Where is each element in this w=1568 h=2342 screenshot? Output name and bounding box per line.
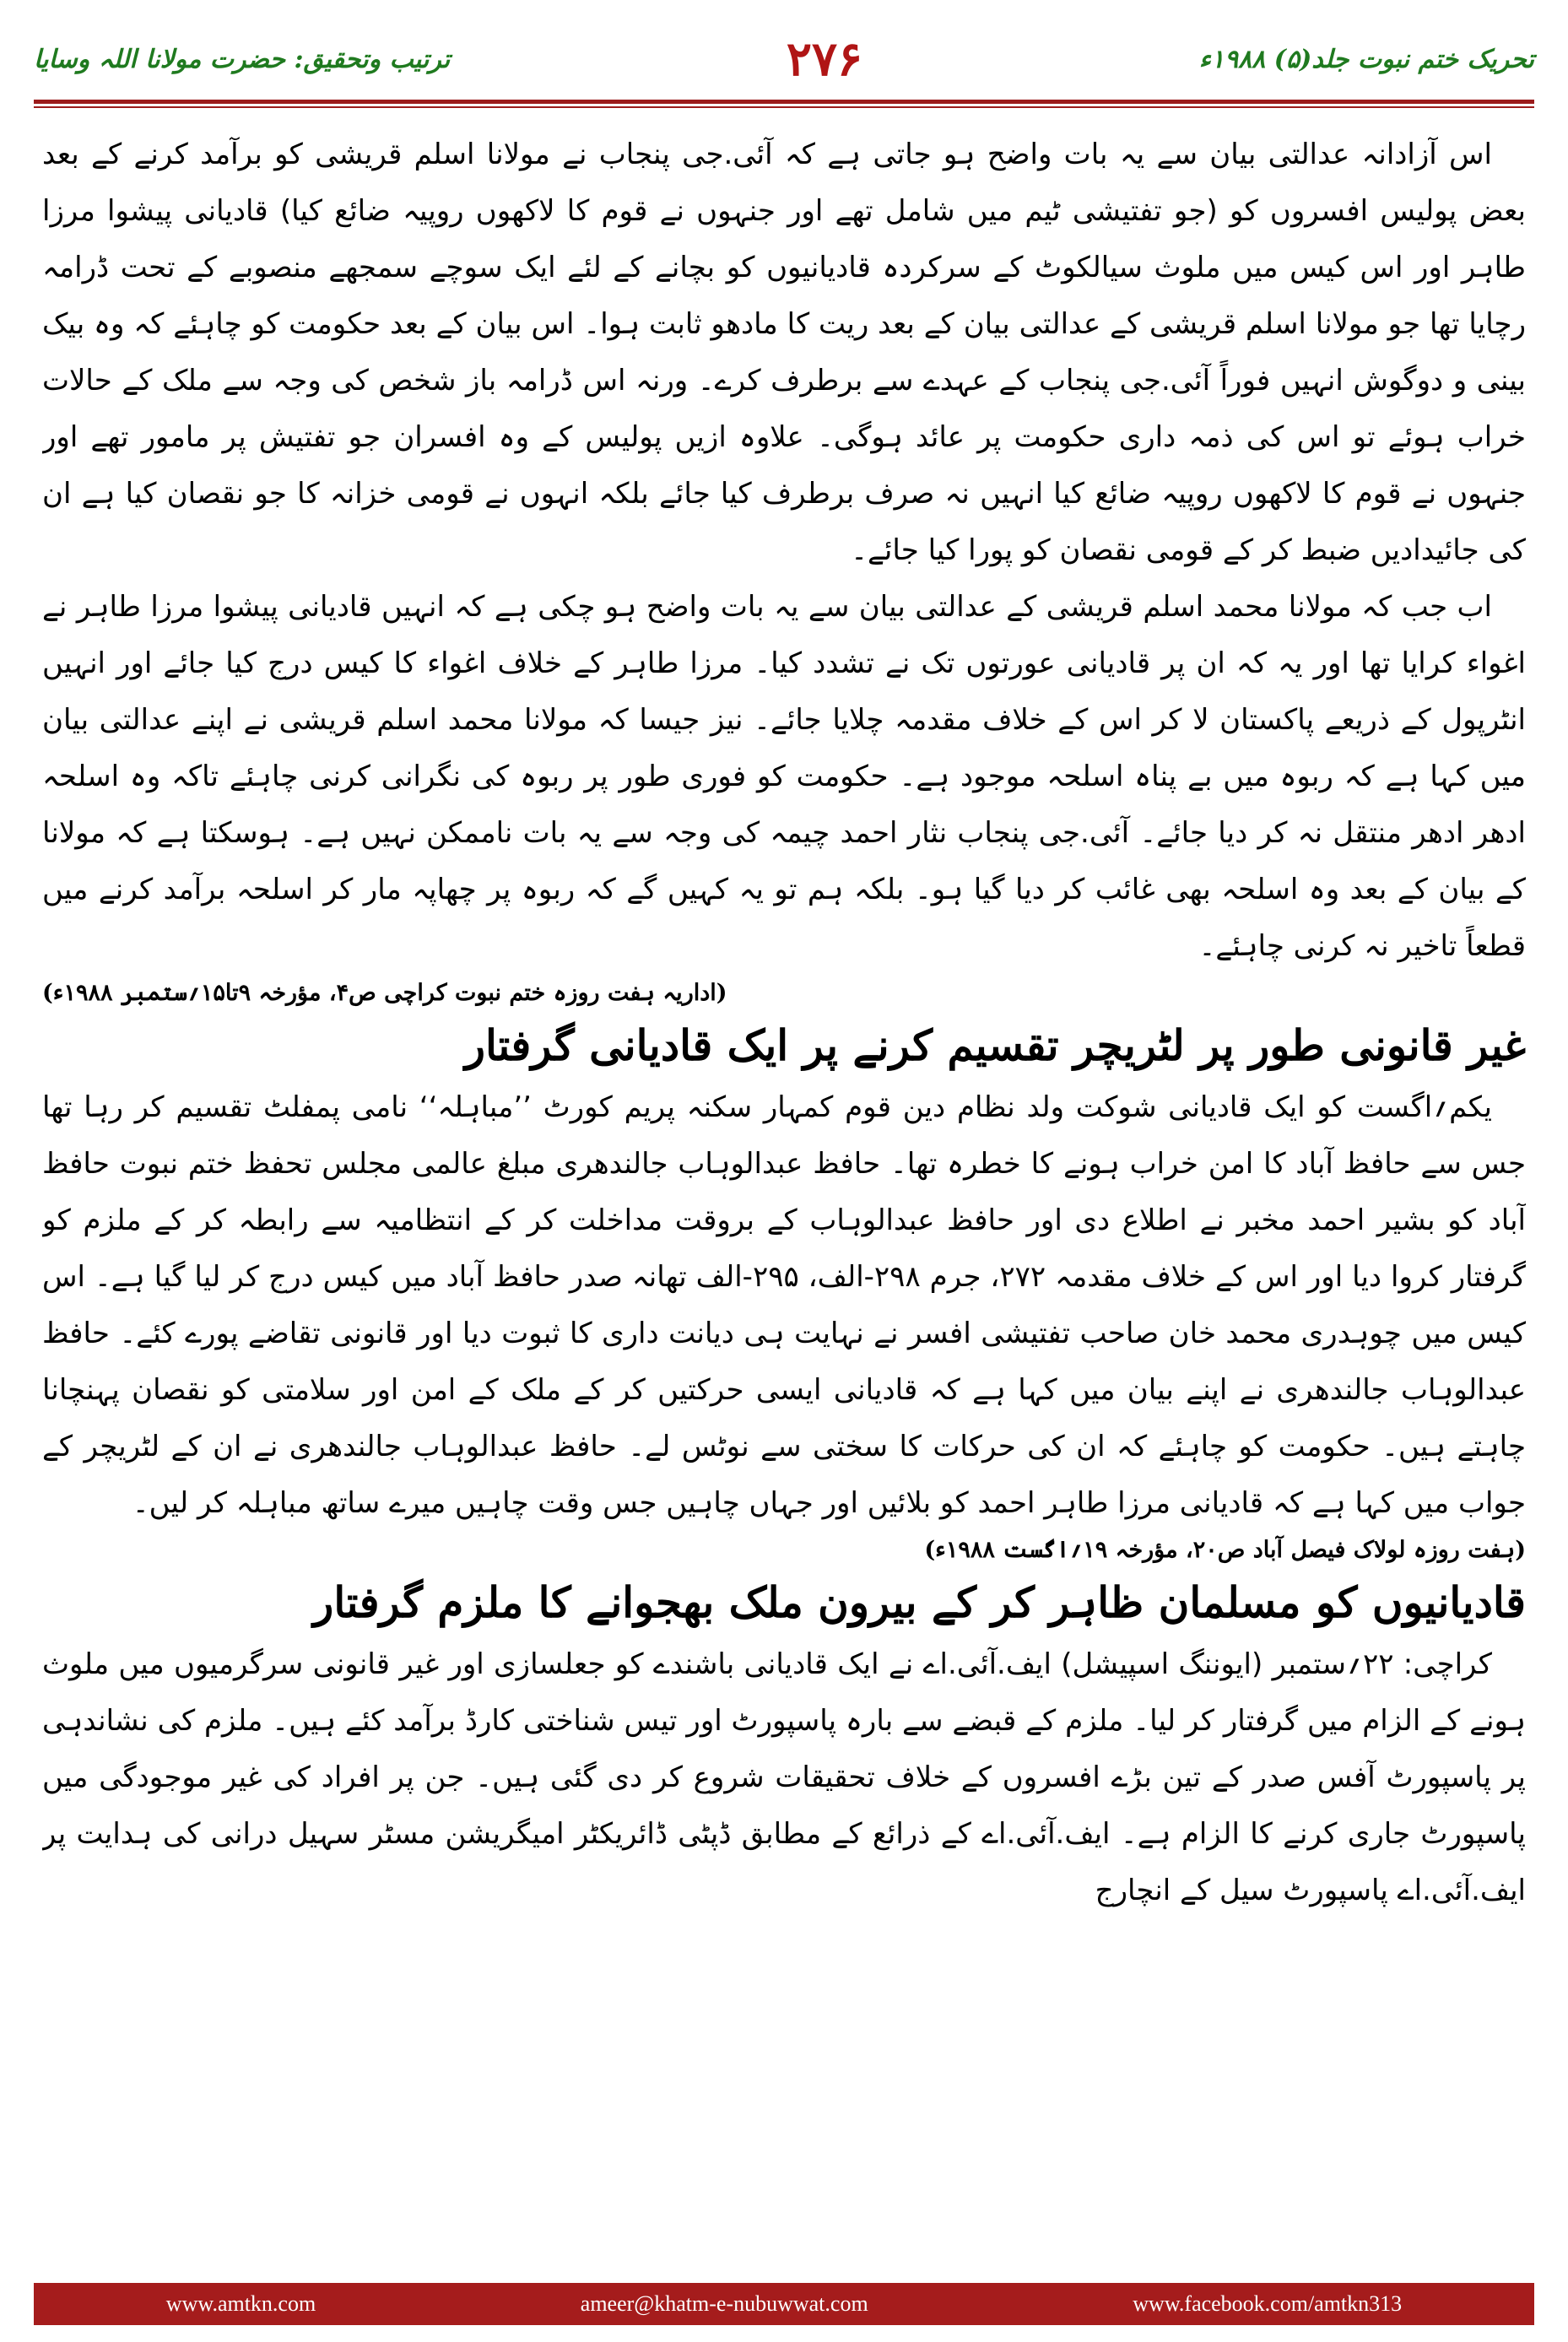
page-number: ۲۷۶ — [786, 31, 863, 87]
article3-body: کراچی: ۲۲؍ستمبر (ایوننگ اسپیشل) ایف.آئی.اے نے ایک قادیانی باشندے کو جعلسازی اور غیر قانونی سرگرمیوں میں ملوث ہونے کے الزام میں گرفتار کر لیا۔ ملزم کے قبضے سے بارہ پاسپورٹ اور تیس شناختی کارڈ برآمد کئے ہیں۔ ملزم کی نشاندہی پر پاسپورٹ آفس صدر کے تین بڑے افسروں کے خلاف تحقیقات شروع کر دی گئی ہیں۔ جن پر افراد کی غیر موجودگی میں پاسپورٹ جاری کرنے کا الزام ہے۔ ایف.آئی.اے کے ذرائع کے مطابق ڈپٹی ڈائریکٹر امیگریشن مسٹر سہیل درانی کی ہدایت پر ایف.آئی.اے پاسپورٹ سیل کے انچارج — [42, 1647, 1526, 1907]
article1-citation: (اداریہ ہفت روزہ ختم نبوت کراچی ص۴، مؤرخہ ۹تا۱۵؍ستمبر ۱۹۸۸ء) — [42, 980, 727, 1006]
article1-paragraph-1: اس آزادانہ عدالتی بیان سے یہ بات واضح ہو جاتی ہے کہ آئی.جی پنجاب نے مولانا اسلم قریشی کو برآمد کرنے کے بعد بعض پولیس افسروں کو (جو تفتیشی ٹیم میں شامل تھے اور جنہوں نے قوم کا لاکھوں روپیہ ضائع کیا) قادیانی پیشوا مرزا طاہر اور اس کیس میں ملوث سیالکوٹ کے سرکردہ قادیانیوں کو بچانے کے لئے ایک سوچے سمجھے منصوبے کے تحت ڈرامہ رچایا تھا جو مولانا اسلم قریشی کے عدالتی بیان کے بعد ریت کا مادھو ثابت ہوا۔ اس بیان کے بعد حکومت کو چاہئے کہ وہ بیک بینی و دوگوش انہیں فوراً آئی.جی پنجاب کے عہدے سے برطرف کرے۔ ورنہ اس ڈرامہ باز شخص کی وجہ سے ملک کے حالات خراب ہوئے تو اس کی ذمہ داری حکومت پر عائد ہوگی۔ علاوہ ازیں پولیس کے وہ افسران جو تفتیش پر مامور تھے اور جنہوں نے قوم کا لاکھوں روپیہ ضائع کیا انہیں نہ صرف برطرف کیا جائے بلکہ انہوں نے قومی خزانہ کا جو نقصان کیا ہے ان کی جائیدادیں ضبط کر کے قومی نقصان کو پورا کیا جائے۔ — [42, 138, 1526, 567]
article3-heading: قادیانیوں کو مسلمان ظاہر کر کے بیرون ملک بھجوانے کا ملزم گرفتار — [313, 1577, 1526, 1627]
book-title: تحریک ختم نبوت جلد(۵) ۱۹۸۸ء — [1198, 44, 1534, 74]
header-rule — [34, 100, 1534, 104]
article1-paragraph-2: اب جب کہ مولانا محمد اسلم قریشی کے عدالتی بیان سے یہ بات واضح ہو چکی ہے کہ انہیں قادیانی پیشوا مرزا طاہر نے اغواء کرایا تھا اور یہ کہ ان پر قادیانی عورتوں تک نے تشدد کیا۔ مرزا طاہر کے خلاف اغواء کا کیس درج کیا جائے اور انہیں انٹرپول کے ذریعے پاکستان لا کر اس کے خلاف مقدمہ چلایا جائے۔ نیز جیسا کہ مولانا محمد اسلم قریشی نے اپنے عدالتی بیان میں کہا ہے کہ ربوہ میں بے پناہ اسلحہ موجود ہے۔ حکومت کو فوری طور پر ربوہ کی نگرانی کرنی چاہئے تاکہ وہ اسلحہ ادھر ادھر منتقل نہ کر دیا جائے۔ آئی.جی پنجاب نثار احمد چیمہ کی وجہ سے یہ بات ناممکن نہیں ہے۔ ہوسکتا ہے کہ مولانا کے بیان کے بعد وہ اسلحہ بھی غائب کر دیا گیا ہو۔ بلکہ ہم تو یہ کہیں گے کہ ربوہ پر چھاپہ مار کر اسلحہ برآمد کرنے میں قطعاً تاخیر نہ کرنی چاہئے۔ — [42, 590, 1526, 963]
article2-heading: غیر قانونی طور پر لٹریچر تقسیم کرنے پر ایک قادیانی گرفتار — [464, 1020, 1526, 1070]
page-footer — [34, 2283, 1534, 2325]
article2-citation: (ہفت روزہ لولاک فیصل آباد ص۲۰، مؤرخہ ۱۹؍اگست ۱۹۸۸ء) — [924, 1537, 1526, 1563]
footer-facebook-link[interactable]: www.facebook.com/amtkn313 — [1133, 2291, 1403, 2316]
page-header — [34, 25, 1534, 93]
footer-email-link[interactable]: ameer@khatm-e-nubuwwat.com — [580, 2291, 868, 2316]
article2-body: یکم؍اگست کو ایک قادیانی شوکت ولد نظام دین قوم کمہار سکنہ پریم کورٹ ’’مباہلہ‘‘ نامی پمفلٹ تقسیم کر رہا تھا جس سے حافظ آباد کا امن خراب ہونے کا خطرہ تھا۔ حافظ عبدالوہاب جالندھری مبلغ عالمی مجلس تحفظ ختم نبوت حافظ آباد کو بشیر احمد مخبر نے اطلاع دی اور حافظ عبدالوہاب کے بروقت مداخلت کر کے انتظامیہ سے رابطہ کر کے ملزم کو گرفتار کروا دیا اور اس کے خلاف مقدمہ ۲۷۲، جرم ۲۹۸-الف، ۲۹۵-الف تھانہ صدر حافظ آباد میں کیس درج کر لیا گیا ہے۔ اس کیس میں چوہدری محمد خان صاحب تفتیشی افسر نے نہایت ہی دیانت داری کا ثبوت دیا اور قانونی تقاضے پورے کئے۔ حافظ عبدالوہاب جالندھری نے اپنے بیان میں کہا ہے کہ قادیانی ایسی حرکتیں کر کے ملک کے امن اور سلامتی کو نقصان پہنچانا چاہتے ہیں۔ حکومت کو چاہئے کہ ان کی حرکات کا سختی سے نوٹس لے۔ حافظ عبدالوہاب جالندھری نے ان کے لٹریچر کے جواب میں کہا ہے کہ قادیانی مرزا طاہر احمد کو بلائیں اور جہاں چاہیں جس وقت چاہیں میرے ساتھ مباہلہ کر لیں۔ — [42, 1090, 1526, 1520]
compiler-credit: ترتیب وتحقیق: حضرت مولانا اللہ وسایا — [34, 44, 451, 74]
footer-website-link[interactable]: www.amtkn.com — [165, 2291, 316, 2316]
header-rule-thin — [34, 106, 1534, 108]
page-body — [42, 127, 1526, 2287]
